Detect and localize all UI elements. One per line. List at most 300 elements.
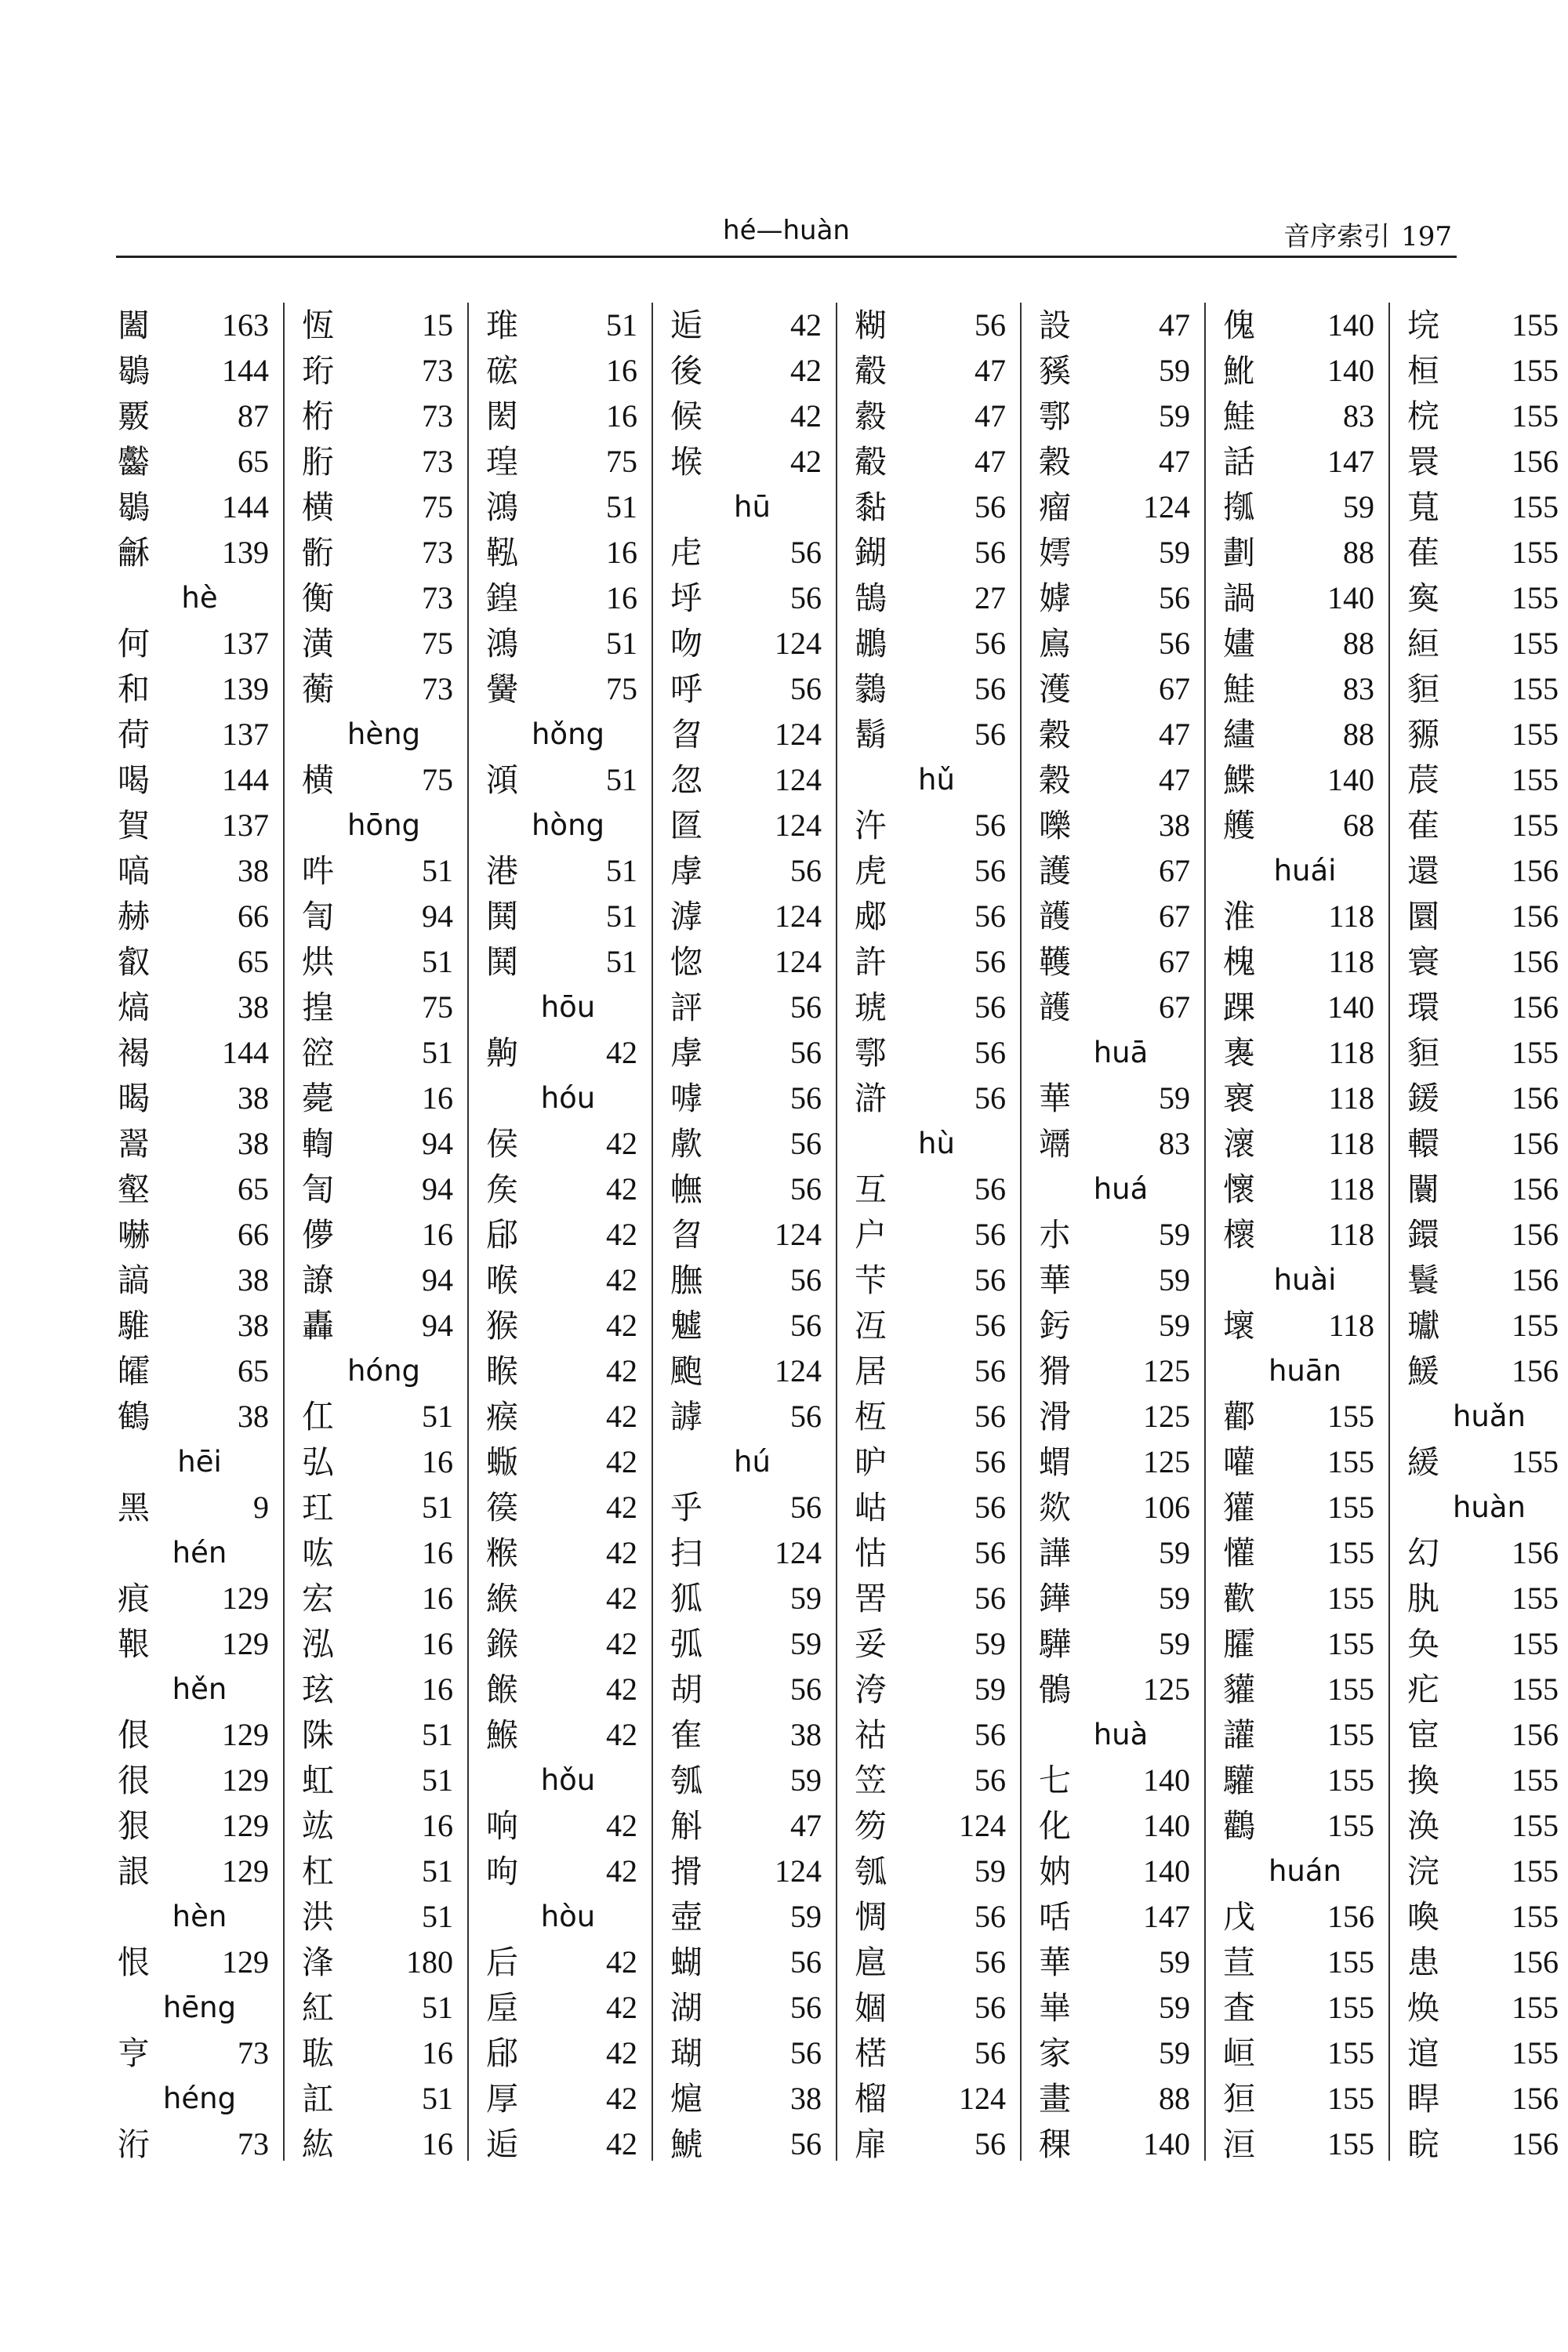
index-entry — [485, 348, 652, 394]
index-entry — [1406, 985, 1568, 1030]
index-entry — [485, 2031, 652, 2076]
index-entry — [485, 1985, 652, 2031]
entry-character: 糇 — [486, 1534, 518, 1572]
entry-character: 逅 — [486, 2125, 518, 2163]
entry-character: 胻 — [302, 443, 334, 481]
entry-page-number: 73 — [422, 671, 453, 706]
index-entry — [1221, 1530, 1388, 1576]
entry-character: 褢 — [1223, 1034, 1255, 1072]
index-entry — [300, 1439, 467, 1485]
entry-page-number: 155 — [1512, 489, 1559, 524]
index-entry — [1221, 439, 1388, 485]
entry-page-number: 65 — [238, 944, 269, 979]
entry-page-number: 56 — [1159, 626, 1190, 661]
entry-character: 居 — [855, 1352, 887, 1390]
index-entry — [1406, 1076, 1568, 1121]
index-entry — [669, 1303, 836, 1348]
index-entry — [485, 1167, 652, 1212]
index-entry — [669, 1121, 836, 1167]
entry-character: 謞 — [118, 1261, 150, 1299]
entry-character: 紘 — [302, 2125, 334, 2163]
index-entry — [669, 1167, 836, 1212]
entry-page-number: 42 — [606, 1308, 637, 1343]
entry-character: 烘 — [302, 943, 334, 981]
index-entry — [669, 894, 836, 939]
entry-character: 侯 — [486, 1125, 518, 1163]
index-entry — [1037, 2122, 1204, 2167]
pinyin-heading: huān — [1268, 1354, 1342, 1388]
index-entry — [300, 1167, 467, 1212]
entry-character: 設 — [1039, 307, 1071, 344]
index-column — [1037, 303, 1206, 2161]
entry-page-number: 51 — [422, 2081, 453, 2116]
index-entry — [300, 939, 467, 985]
entry-page-number: 155 — [1512, 808, 1559, 843]
entry-page-number: 73 — [422, 353, 453, 388]
entry-character: 曶 — [670, 716, 702, 753]
index-entry — [485, 1712, 652, 1758]
index-entry — [300, 757, 467, 803]
index-entry — [116, 1849, 283, 1894]
entry-page-number: 51 — [422, 1899, 453, 1934]
entry-page-number: 118 — [1328, 1171, 1374, 1207]
index-entry — [116, 1303, 283, 1348]
pinyin-heading: huà — [1093, 1718, 1149, 1751]
entry-character: 餱 — [486, 1671, 518, 1708]
entry-character: 吰 — [302, 1534, 334, 1572]
entry-character: 芐 — [855, 1261, 887, 1299]
entry-page-number: 56 — [975, 1899, 1006, 1934]
entry-character: 逭 — [1407, 2034, 1439, 2072]
entry-page-number: 56 — [790, 580, 822, 615]
entry-character: 鬍 — [855, 716, 887, 753]
entry-character: 萈 — [1407, 488, 1439, 526]
entry-character: 岵 — [855, 1489, 887, 1526]
entry-page-number: 118 — [1328, 1126, 1374, 1161]
index-entry — [1037, 2031, 1204, 2076]
entry-character: 後 — [670, 352, 702, 390]
entry-page-number: 155 — [1327, 1717, 1374, 1752]
entry-character: 衡 — [302, 579, 334, 617]
entry-page-number: 16 — [422, 1626, 453, 1661]
entry-page-number: 51 — [422, 1762, 453, 1798]
entry-character: 艧 — [1223, 807, 1255, 844]
entry-character: 豲 — [1407, 716, 1439, 753]
entry-character: 臛 — [1223, 1625, 1255, 1663]
entry-page-number: 47 — [1159, 717, 1190, 752]
index-entry — [1037, 1940, 1204, 1985]
entry-page-number: 129 — [222, 1581, 269, 1616]
index-entry — [1037, 1303, 1204, 1348]
entry-page-number: 51 — [422, 944, 453, 979]
entry-page-number: 51 — [606, 489, 637, 524]
entry-page-number: 125 — [1143, 1353, 1190, 1388]
page-number: 197 — [1401, 221, 1452, 252]
entry-page-number: 94 — [422, 1308, 453, 1343]
entry-page-number: 155 — [1512, 1853, 1559, 1889]
entry-character: 吻 — [670, 625, 702, 662]
entry-character: 妥 — [855, 1625, 887, 1663]
index-entry — [485, 621, 652, 666]
index-entry — [116, 985, 283, 1030]
entry-page-number: 156 — [1512, 944, 1559, 979]
pinyin-heading: hè — [181, 581, 218, 615]
entry-character: 滑 — [1039, 1398, 1071, 1436]
entry-page-number: 15 — [422, 307, 453, 343]
index-entry — [300, 1076, 467, 1121]
index-entry — [1221, 894, 1388, 939]
index-entry — [1221, 303, 1388, 348]
index-entry — [116, 439, 283, 485]
index-entry — [853, 1167, 1020, 1212]
entry-character: 梡 — [1407, 397, 1439, 435]
entry-page-number: 124 — [775, 717, 822, 752]
entry-character: 澒 — [486, 761, 518, 799]
entry-character: 逅 — [670, 307, 702, 344]
entry-character: 閎 — [486, 397, 518, 435]
entry-page-number: 59 — [790, 1762, 822, 1798]
entry-character: 緩 — [1407, 1443, 1439, 1481]
index-entry — [1221, 1212, 1388, 1258]
index-entry — [1221, 1121, 1388, 1167]
index-entry — [669, 1576, 836, 1621]
index-entry — [1221, 757, 1388, 803]
entry-page-number: 118 — [1328, 898, 1374, 934]
entry-character: 闔 — [118, 307, 150, 344]
index-entry — [116, 2031, 283, 2076]
index-entry — [1037, 530, 1204, 575]
entry-page-number: 56 — [975, 1444, 1006, 1479]
entry-character: 鍠 — [486, 579, 518, 617]
entry-page-number: 56 — [790, 2035, 822, 2071]
entry-page-number: 59 — [975, 1626, 1006, 1661]
entry-page-number: 38 — [238, 1080, 269, 1116]
entry-page-number: 140 — [1143, 2126, 1190, 2161]
index-entry — [1037, 1985, 1204, 2031]
index-entry — [116, 1712, 283, 1758]
entry-page-number: 124 — [775, 1353, 822, 1388]
entry-page-number: 124 — [775, 626, 822, 661]
index-entry — [300, 1212, 467, 1258]
entry-page-number: 155 — [1512, 717, 1559, 752]
index-entry — [485, 1258, 652, 1303]
entry-character: 賀 — [118, 807, 150, 844]
entry-character: 鬨 — [486, 898, 518, 935]
entry-character: 觳 — [855, 352, 887, 390]
index-entry — [1406, 1348, 1568, 1394]
entry-page-number: 156 — [1512, 1217, 1559, 1252]
index-entry — [669, 1849, 836, 1894]
entry-character: 穀 — [1039, 443, 1071, 481]
index-entry — [485, 1303, 652, 1348]
entry-page-number: 155 — [1512, 1990, 1559, 2025]
index-column — [1406, 303, 1568, 2161]
entry-page-number: 155 — [1512, 1808, 1559, 1843]
index-entry — [669, 575, 836, 621]
index-entry — [300, 1121, 467, 1167]
pinyin-heading: hèn — [172, 1900, 227, 1933]
index-entry — [1406, 1576, 1568, 1621]
entry-page-number: 65 — [238, 1353, 269, 1388]
index-entry — [485, 2122, 652, 2167]
index-entry — [1406, 1621, 1568, 1667]
entry-page-number: 155 — [1327, 2126, 1374, 2161]
index-entry — [1221, 1985, 1388, 2031]
index-entry — [300, 439, 467, 485]
entry-character: 仜 — [302, 1398, 334, 1436]
entry-page-number: 129 — [222, 1626, 269, 1661]
entry-character: 瑝 — [486, 443, 518, 481]
entry-character: 換 — [1407, 1762, 1439, 1799]
index-entry — [1221, 348, 1388, 394]
entry-page-number: 155 — [1512, 1444, 1559, 1479]
index-entry — [116, 1212, 283, 1258]
entry-page-number: 155 — [1327, 1626, 1374, 1661]
index-entry — [1221, 803, 1388, 848]
entry-character: 絙 — [1407, 625, 1439, 662]
entry-page-number: 42 — [606, 1853, 637, 1889]
index-entry — [300, 1576, 467, 1621]
entry-character: 穀 — [1039, 716, 1071, 753]
entry-character: 欻 — [1039, 1489, 1071, 1526]
entry-character: 獾 — [1223, 1489, 1255, 1526]
index-entry — [1406, 848, 1568, 894]
entry-page-number: 155 — [1327, 2081, 1374, 2116]
entry-character: 鴻 — [486, 625, 518, 662]
entry-page-number: 83 — [1159, 1126, 1190, 1161]
entry-page-number: 56 — [975, 1353, 1006, 1388]
entry-character: 郈 — [486, 1216, 518, 1254]
entry-page-number: 42 — [790, 444, 822, 479]
entry-page-number: 56 — [790, 989, 822, 1025]
entry-page-number: 118 — [1328, 1035, 1374, 1070]
entry-character: 蘅 — [302, 670, 334, 708]
entry-character: 户 — [855, 1216, 887, 1254]
entry-character: 峘 — [1223, 2034, 1255, 2072]
entry-character: 鮭 — [1223, 670, 1255, 708]
entry-page-number: 59 — [975, 1853, 1006, 1889]
entry-character: 颮 — [670, 1352, 702, 1390]
index-grid — [116, 303, 1559, 2169]
entry-page-number: 67 — [1159, 671, 1190, 706]
index-entry — [1221, 2076, 1388, 2122]
index-entry — [485, 1621, 652, 1667]
index-section-label: 音序索引 — [1283, 221, 1391, 252]
entry-page-number: 129 — [222, 1762, 269, 1798]
entry-page-number: 56 — [975, 1080, 1006, 1116]
entry-page-number: 155 — [1327, 1808, 1374, 1843]
entry-page-number: 140 — [1143, 1808, 1190, 1843]
entry-page-number: 88 — [1343, 535, 1374, 570]
pinyin-heading: huá — [1093, 1172, 1149, 1206]
entry-character: 鍰 — [1407, 1080, 1439, 1117]
entry-character: 湖 — [670, 1989, 702, 2027]
entry-page-number: 56 — [1159, 580, 1190, 615]
index-entry — [853, 439, 1020, 485]
entry-page-number: 59 — [975, 1671, 1006, 1707]
index-entry — [853, 1258, 1020, 1303]
entry-page-number: 16 — [422, 2035, 453, 2071]
entry-character: 弘 — [302, 1443, 334, 1481]
entry-page-number: 155 — [1327, 1581, 1374, 1616]
entry-character: 竑 — [302, 1807, 334, 1845]
entry-character: 扉 — [855, 2125, 887, 2163]
entry-character: 瓠 — [855, 1853, 887, 1890]
index-entry — [116, 1348, 283, 1394]
entry-page-number: 83 — [1343, 398, 1374, 434]
entry-page-number: 59 — [1159, 1990, 1190, 2025]
index-entry — [116, 939, 283, 985]
entry-character: 宏 — [302, 1580, 334, 1617]
entry-page-number: 56 — [975, 989, 1006, 1025]
entry-character: 弧 — [670, 1625, 702, 1663]
entry-character: 互 — [855, 1171, 887, 1208]
index-entry — [1037, 1667, 1204, 1712]
entry-page-number: 51 — [606, 944, 637, 979]
entry-page-number: 56 — [790, 1399, 822, 1434]
entry-page-number: 73 — [422, 444, 453, 479]
entry-character: 黑 — [118, 1489, 150, 1526]
entry-page-number: 124 — [775, 1535, 822, 1570]
entry-character: 惚 — [670, 943, 702, 981]
entry-page-number: 147 — [1143, 1899, 1190, 1934]
entry-page-number: 56 — [790, 2126, 822, 2161]
entry-page-number: 124 — [959, 2081, 1006, 2116]
entry-character: 洿 — [855, 1671, 887, 1708]
entry-character: 鯱 — [670, 2125, 702, 2163]
index-entry — [1037, 1621, 1204, 1667]
entry-page-number: 75 — [422, 762, 453, 797]
entry-character: 鵠 — [855, 579, 887, 617]
entry-character: 貛 — [1223, 1671, 1255, 1708]
entry-page-number: 56 — [790, 1080, 822, 1116]
entry-character: 評 — [670, 989, 702, 1026]
entry-character: 幻 — [1407, 1534, 1439, 1572]
entry-page-number: 38 — [1159, 808, 1190, 843]
index-entry — [1221, 1621, 1388, 1667]
entry-page-number: 51 — [422, 1035, 453, 1070]
entry-page-number: 16 — [606, 353, 637, 388]
entry-character: 瑚 — [670, 2034, 702, 2072]
index-entry — [1221, 1940, 1388, 1985]
entry-character: 昈 — [855, 1443, 887, 1481]
entry-character: 櫰 — [1223, 1216, 1255, 1254]
entry-page-number: 47 — [1159, 444, 1190, 479]
entry-character: 鶡 — [118, 352, 150, 390]
entry-character: 訇 — [302, 1171, 334, 1208]
entry-character: 潢 — [302, 625, 334, 662]
index-entry — [300, 348, 467, 394]
entry-page-number: 59 — [1159, 1944, 1190, 1980]
index-entry — [1037, 439, 1204, 485]
index-entry — [1406, 1849, 1568, 1894]
entry-page-number: 65 — [238, 444, 269, 479]
index-entry — [116, 303, 283, 348]
index-entry — [116, 666, 283, 712]
index-entry — [1037, 1576, 1204, 1621]
entry-character: 泓 — [302, 1625, 334, 1663]
index-entry — [485, 439, 652, 485]
entry-character: 皬 — [118, 1352, 150, 1390]
entry-page-number: 51 — [606, 853, 637, 888]
index-entry — [1037, 1849, 1204, 1894]
entry-page-number: 47 — [975, 353, 1006, 388]
entry-character: 環 — [1407, 989, 1439, 1026]
index-entry — [669, 1712, 836, 1758]
entry-character: 鐶 — [1407, 1216, 1439, 1254]
entry-character: 罟 — [855, 1580, 887, 1617]
index-entry — [1406, 1985, 1568, 2031]
entry-page-number: 42 — [606, 2035, 637, 2071]
entry-page-number: 155 — [1512, 626, 1559, 661]
entry-page-number: 140 — [1143, 1853, 1190, 1889]
entry-character: 宦 — [1407, 1716, 1439, 1754]
index-entry — [669, 712, 836, 757]
entry-page-number: 47 — [1159, 307, 1190, 343]
header-rule — [116, 256, 1457, 258]
index-entry — [853, 848, 1020, 894]
entry-page-number: 56 — [975, 2035, 1006, 2071]
index-entry — [1037, 666, 1204, 712]
entry-character: 騅 — [118, 1307, 150, 1345]
index-entry — [116, 1076, 283, 1121]
entry-character: 糊 — [855, 307, 887, 344]
entry-page-number: 38 — [238, 1126, 269, 1161]
entry-page-number: 16 — [422, 1080, 453, 1116]
entry-character: 咶 — [1039, 1898, 1071, 1936]
entry-page-number: 59 — [1159, 1308, 1190, 1343]
entry-page-number: 155 — [1512, 1626, 1559, 1661]
entry-character: 繣 — [1223, 716, 1255, 753]
entry-character: 膴 — [670, 1261, 702, 1299]
entry-character: 喉 — [486, 1261, 518, 1299]
entry-character: 后 — [486, 1944, 518, 1981]
index-entry — [1221, 1894, 1388, 1940]
index-entry — [300, 894, 467, 939]
entry-page-number: 56 — [975, 853, 1006, 888]
index-entry — [1037, 1121, 1204, 1167]
index-entry — [669, 1258, 836, 1303]
entry-character: 蝟 — [1039, 1443, 1071, 1481]
entry-page-number: 42 — [606, 1671, 637, 1707]
index-entry — [1406, 1758, 1568, 1803]
entry-page-number: 106 — [1143, 1490, 1190, 1525]
index-entry — [669, 394, 836, 439]
entry-page-number: 124 — [775, 1853, 822, 1889]
entry-page-number: 51 — [422, 853, 453, 888]
running-head-title: hé—huàn — [723, 215, 850, 246]
entry-page-number: 42 — [606, 1353, 637, 1388]
index-entry — [1406, 2076, 1568, 2122]
entry-page-number: 51 — [606, 307, 637, 343]
entry-page-number: 67 — [1159, 898, 1190, 934]
index-entry — [853, 1576, 1020, 1621]
entry-page-number: 38 — [238, 853, 269, 888]
pinyin-heading: hēi — [177, 1445, 222, 1479]
entry-character: 稞 — [1039, 2125, 1071, 2163]
entry-page-number: 155 — [1327, 1944, 1374, 1980]
index-entry — [300, 485, 467, 530]
entry-character: 瓠 — [670, 1762, 702, 1799]
entry-character: 浣 — [1407, 1853, 1439, 1890]
pinyin-heading: huán — [1268, 1854, 1342, 1888]
entry-page-number: 59 — [790, 1581, 822, 1616]
index-entry — [300, 530, 467, 575]
entry-page-number: 51 — [422, 1717, 453, 1752]
index-entry — [1406, 1303, 1568, 1348]
entry-character: 化 — [1039, 1807, 1071, 1845]
entry-character: 睅 — [1407, 2080, 1439, 2118]
